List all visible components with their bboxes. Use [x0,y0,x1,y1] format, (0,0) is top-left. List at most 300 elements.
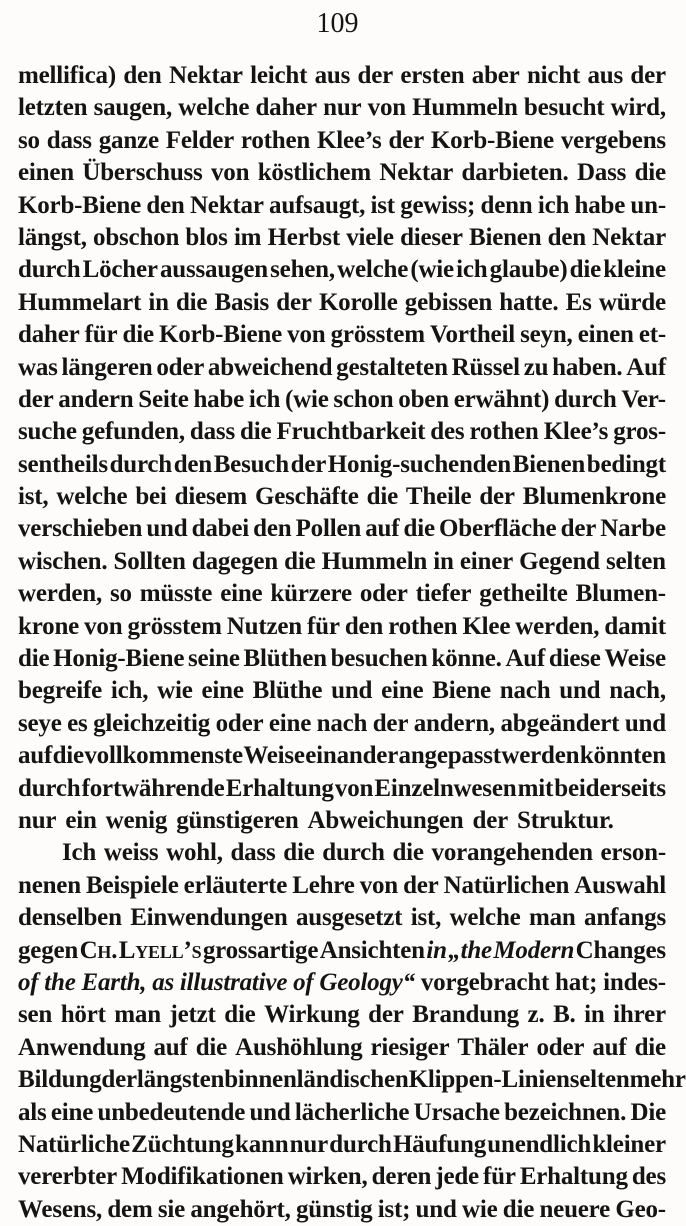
text-word: wirken, [287,1163,368,1191]
text-word: Rüssel [451,353,520,381]
text-word: aus [314,62,351,89]
text-word: den [146,191,185,219]
text-word: ihrer [613,1001,666,1029]
text-line [18,870,666,902]
text-word: längst, [18,223,87,251]
text-word: durch [109,450,173,478]
text-word: Ver- [621,385,666,413]
text-word: krone [18,612,80,640]
text-word: auf [153,1033,188,1061]
text-word: andern, [413,709,495,737]
text-word: grossartige [202,936,319,964]
text-word: von [359,871,399,899]
text-word: Ch. [79,936,118,964]
text-word: Blüthen [243,645,327,673]
text-word: aber [471,62,520,89]
text-word: Abweichungen [307,806,464,834]
text-word: dagegen [191,547,278,575]
text-word: seine [187,645,240,673]
text-word: nach, [609,677,666,705]
text-word: durch [322,839,385,867]
text-word: ist, [410,904,442,932]
text-word: Weise [604,645,666,673]
text-word: Korolle [318,288,398,316]
text-word: viele [346,223,394,251]
text-word: so [18,126,40,154]
text-word: und [249,1098,291,1126]
text-word: hatte. [499,288,559,316]
text-word: Korb-Biene [159,321,283,349]
text-word: Ansichten [319,936,425,964]
text-word: Narbe [600,515,666,543]
text-word: oder [359,580,408,608]
text-word: ich, [110,677,149,705]
text-word: die [283,839,315,867]
text-word: Seite [138,385,189,413]
text-word: nur [323,94,362,122]
text-word: eine [50,1098,94,1126]
text-word: besucht [523,94,605,122]
text-word: von [334,774,374,802]
text-word: die [122,321,154,349]
text-word: Pollen [295,515,362,543]
text-word: angepasst [398,742,501,770]
text-word: sentheils [18,450,108,478]
text-word: schon [333,385,394,413]
text-word: sehen, [270,256,335,284]
text-word: Blumen- [575,580,666,608]
text-word: welche [56,483,128,511]
text-word: seye [18,709,62,737]
text-word: ist, [18,483,49,511]
text-word: des [430,418,465,446]
text-word: getheilte [479,580,568,608]
text-word: der [18,385,54,413]
text-word: Geo- [615,1195,666,1223]
text-word: hört [60,1001,106,1029]
text-word: Nektar [592,223,666,251]
text-word: abweichend [207,353,333,381]
text-word: damit [604,612,666,640]
text-word: Modifikationen [121,1163,284,1191]
text-word: Hummeln [412,94,518,122]
text-word: wischen. [18,547,108,575]
text-word: Gegend [519,547,600,575]
text-word: von [84,612,123,640]
text-word: nenen [18,871,81,899]
text-word: anfangs [584,904,666,932]
text-word: rothen [240,126,311,154]
text-word: haben. [552,353,623,381]
text-word: sie [157,1195,186,1223]
text-word: in [148,288,169,316]
text-word: aussaugen [160,256,268,284]
text-line [18,481,666,513]
text-word: leicht [250,62,308,89]
text-word: eine [381,677,424,705]
text-word: Bienen [512,450,586,478]
text-word: andern [58,385,134,413]
text-line [18,449,666,481]
text-line [18,416,666,448]
text-word: könnten [579,742,666,770]
text-word: dieser [400,223,463,251]
text-word: ganze [98,126,159,154]
text-word: selten [569,1066,630,1094]
text-line [18,222,666,254]
text-line [18,1032,666,1064]
text-word: Züchtung [131,1130,234,1158]
text-word: durch [554,385,617,413]
text-line [18,935,666,967]
text-word: Nektar [189,191,264,219]
text-word: auf [592,1033,627,1061]
text-word: Hummelart [18,288,142,316]
text-word: Basis [214,288,270,316]
text-word: denn [480,191,533,219]
text-word: Theile [405,483,472,511]
text-word: grösstem [127,612,222,640]
text-word: oder [215,709,264,737]
text-word: of [293,968,314,996]
text-word: Oberfläche [439,515,557,543]
text-word: Geschäfte [254,483,359,511]
text-word: den [344,612,384,640]
text-word: mellifica) [18,62,116,89]
text-word: dabei [191,515,249,543]
text-word: werden [501,742,580,770]
text-word: der [357,62,394,89]
text-word: die [224,1001,256,1029]
text-line [18,60,666,92]
text-word: Brandung [412,1001,519,1029]
text-word: und [624,709,666,737]
text-word: B. [553,1001,576,1029]
text-word: Aushöhlung [235,1033,363,1061]
text-word: in [426,936,447,964]
text-word: ich [456,256,488,284]
text-word: kürzere [270,580,352,608]
text-word: die [18,645,50,673]
text-word: nach [316,709,368,737]
text-word: welche [337,256,409,284]
text-word: und [415,1195,457,1223]
text-word: die [195,1033,228,1061]
text-word: abgeändert [500,709,620,737]
text-word: vergebens [560,126,666,154]
text-word: Nutzen [226,612,302,640]
text-word: Beispiele [85,871,179,899]
text-word: nur [289,1130,328,1158]
text-word: einer [459,547,513,575]
text-word: gewiss; [400,191,476,219]
text-line [18,1129,666,1161]
text-word: daher [255,94,317,122]
text-word: of [18,968,39,996]
text-word: Korb-Biene [18,191,141,219]
text-word: riesiger [370,1033,450,1061]
text-line [18,1064,686,1096]
text-word: saugen, [93,94,173,122]
text-word: der [388,126,424,154]
text-word: einen [18,159,74,187]
text-word: aufsaugt, [269,191,366,219]
text-word: von [210,159,250,187]
text-line [18,740,666,772]
text-word: aus [587,62,624,89]
text-word: dem [107,1195,153,1223]
text-word: in [584,1001,605,1029]
text-line [18,1097,666,1129]
text-word: welche [178,94,250,122]
text-word: Nektar [168,62,243,89]
text-line [18,967,666,999]
text-word: Löcher [82,256,158,284]
text-word: die [403,515,435,543]
text-word: Dass [576,159,627,187]
text-word: zu [523,353,549,381]
text-word: müsste [139,580,213,608]
text-word: Bienen [468,223,542,251]
text-word: einander [305,742,399,770]
text-word: glaube) [489,256,568,284]
text-word: Weise [243,742,305,770]
text-word: einen [577,321,634,349]
text-word: neuere [539,1195,611,1223]
text-word: dass [230,839,276,867]
text-word: für [84,321,118,349]
text-word: gegen [18,936,79,964]
text-word: unbedeutende [97,1098,246,1126]
text-word: Herbst [267,223,340,251]
text-word: die [392,839,424,867]
text-word: kann [235,1130,289,1158]
text-word: Besuch [213,450,289,478]
text-line [18,513,666,545]
text-word: Erhaltung [225,774,334,802]
text-word: Ursache [413,1098,500,1126]
text-word: Erhaltung [519,1163,628,1191]
text-word: Honig-Biene [53,645,185,673]
text-word: der [403,871,439,899]
text-word: hat; [555,968,598,996]
text-word: Bildung [18,1066,102,1094]
text-word: günstigeren [176,806,299,834]
text-word: der [630,62,666,89]
text-word: Klee [462,612,511,640]
text-word: jede [435,1163,479,1191]
text-line [18,999,666,1031]
text-word: suche [18,418,77,446]
text-word: oben [398,385,449,413]
text-word: Wirkung [264,1001,360,1029]
text-line [18,643,666,675]
text-word: bei [135,483,167,511]
text-word: grösstem [330,321,425,349]
text-word: gebissen [404,288,493,316]
text-word: selten [605,547,666,575]
text-word: ist; [377,1195,411,1223]
text-word: Natürliche [18,1130,130,1158]
text-word: der [276,288,312,316]
text-word: Auswahl [574,871,666,899]
text-word: der [372,709,409,737]
text-word: Klee’s [543,418,609,446]
text-word: oder [536,1033,585,1061]
text-word: erson- [600,839,666,867]
text-word: vererbter [18,1163,118,1191]
text-word: verschieben [18,515,143,543]
text-word: von [367,94,406,122]
text-word: gros- [613,418,666,446]
text-word: Struktur. [517,806,614,834]
text-word: ausgesetzt [295,904,403,932]
text-word: ich [537,191,570,219]
text-word: wie [461,1195,498,1223]
text-word: der [290,450,327,478]
text-word: und [559,677,601,705]
text-word: die [240,418,272,446]
text-word: den [253,515,292,543]
text-word: dass [46,126,92,154]
text-word: z. [527,1001,545,1029]
text-word: et- [638,321,666,349]
text-word: (wie [410,256,454,284]
text-word: wenig [105,806,168,834]
text-word: diese [548,645,601,673]
text-word: werden, [18,580,103,608]
text-word: gleichzeitig [93,709,211,737]
text-word: bezeichnen. [504,1098,627,1126]
text-line [18,1194,666,1226]
text-word: Changes [575,936,666,964]
text-word: ist [370,191,395,219]
text-word: auf [365,515,400,543]
text-word: der [472,806,509,834]
text-word: begreife [18,677,103,705]
text-line [18,708,666,740]
text-word: die [634,159,666,187]
text-word: unendlich [487,1130,592,1158]
text-word: die [284,547,316,575]
text-word: Lyell’s [118,936,202,964]
text-word: Auf [505,645,546,673]
text-word: Felder [165,126,234,154]
text-word: binnenländischen [224,1066,409,1094]
text-word: Earth, [81,968,147,996]
text-word: Es [565,288,592,316]
text-word: kleiner [592,1130,666,1158]
text-word: beiderseits [554,774,666,802]
text-word: ersten [400,62,465,89]
text-word: „the [448,936,492,964]
text-word: jetzt [169,1001,216,1029]
text-word: der [479,483,515,511]
text-line [18,805,666,837]
text-word: werden, [515,612,600,640]
text-word: fortwährende [81,774,225,802]
text-word: und [146,515,188,543]
text-word: diesem [174,483,248,511]
text-word: Blüthe [252,677,323,705]
text-word: indes- [603,968,666,996]
text-line [18,773,666,805]
text-word: und [331,677,373,705]
text-word: Honig-suchenden [327,450,511,478]
text-line [18,902,666,934]
text-word: durch [18,774,81,802]
text-line [18,1161,666,1193]
text-line [18,92,666,124]
text-word: die [366,483,398,511]
text-word: Die [630,1098,666,1126]
text-word: vorangehenden [431,839,593,867]
text-word: angehört, [190,1195,291,1223]
text-word: Biene [432,677,491,705]
text-word: daher [18,321,80,349]
text-word: Häufung [392,1130,487,1158]
text-word: Vortheil [429,321,515,349]
text-word: Blumenkrone [522,483,666,511]
text-word: wohl, [166,839,223,867]
text-word: letzten [18,94,88,122]
text-word: auf [18,742,53,770]
text-word: durch [329,1130,392,1158]
text-word: gestalteten [336,353,448,381]
text-word: wie [157,677,193,705]
text-word: Korb-Biene [430,126,554,154]
text-word: in [433,547,454,575]
text-word: den [547,223,586,251]
text-word: denselben [18,904,122,932]
text-word: Lehre [292,871,355,899]
text-word: lächerliche [294,1098,410,1126]
text-word: habe [574,191,626,219]
text-line [18,611,666,643]
text-word: Hummeln [321,547,428,575]
text-word: un- [630,191,666,219]
page-number: 109 [316,8,359,39]
text-word: durch [18,256,81,284]
text-word: die [52,742,84,770]
text-line [18,384,666,416]
text-word: habe [193,385,245,413]
text-line [18,287,666,319]
text-word: eine [220,580,263,608]
text-word: erläuterte [183,871,288,899]
text-word: längsten [136,1066,225,1094]
text-word: der [101,1066,137,1094]
text-word: sen [18,1001,53,1029]
text-word: im [233,223,262,251]
text-line [18,319,666,351]
text-word: eine [201,677,244,705]
body-text [18,60,686,1226]
text-word: den [173,450,213,478]
text-word: Natürlichen [443,871,570,899]
text-word: der [560,515,597,543]
text-word: Fruchtbarkeit [276,418,426,446]
text-word: so [109,580,132,608]
text-word: könne. [431,645,502,673]
text-word: Einzelnwesen [374,774,517,802]
text-line [18,546,666,578]
text-line [18,675,666,707]
text-word: rothen [388,612,458,640]
text-word: Überschuss [82,159,203,187]
text-word: Geology“ [319,968,415,996]
text-line [18,254,666,286]
